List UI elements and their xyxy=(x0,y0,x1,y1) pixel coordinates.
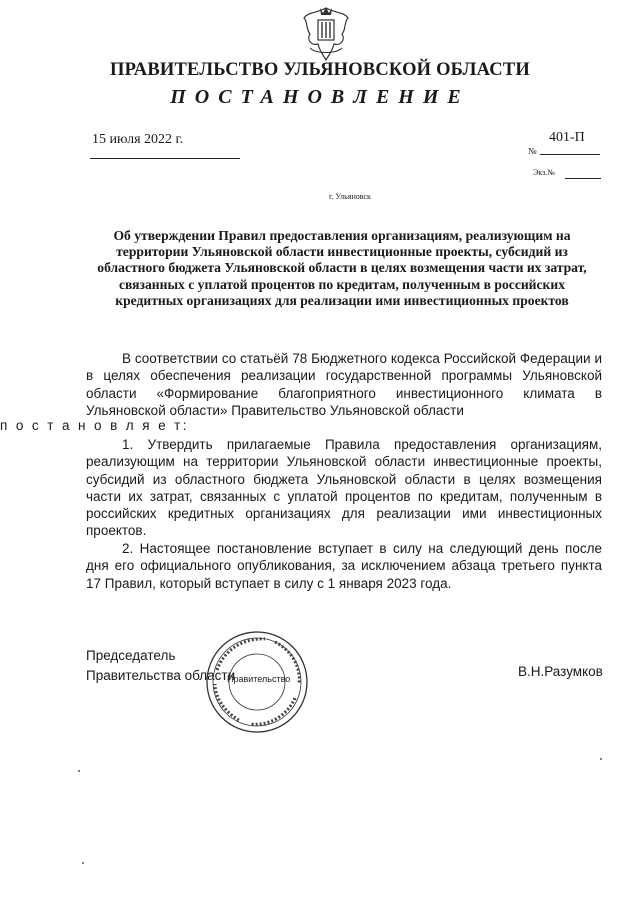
signatory-name: В.Н.Разумков xyxy=(518,664,603,679)
seal-text: Правительство xyxy=(227,674,291,684)
scan-speck xyxy=(600,758,602,760)
decree-word: п о с т а н о в л я е т: xyxy=(0,418,189,433)
intro-text: В соответствии со статьёй 78 Бюджетного кодекса Российской Федерации и в целях обеспечения реализации государственной программы Ульяновской области «Формирование благоприятного инвестиционного климата в Ульяновской области» Правительство Ульяновской области xyxy=(86,351,602,418)
document-heading: Об утверждении Правил предоставления организациям, реализующим на территории Ульяновской области инвестиционные проекты, субсидий из областного бюджета Ульяновской области в целях возмещения части их затрат, связанных с уплатой процентов по кредитам, полученным в российских кредитных организациях для реализации ими инвестиционных проектов xyxy=(97,228,587,308)
item-2-paragraph xyxy=(86,540,602,592)
document-number: 401-П xyxy=(549,130,585,145)
copy-number-underline xyxy=(565,178,601,179)
signatory-role-line-2: Правительства области xyxy=(86,668,236,683)
intro-paragraph xyxy=(86,350,602,419)
copy-number-label: Экз.№ xyxy=(533,168,555,177)
official-seal xyxy=(205,630,309,734)
document-type: ПОСТАНОВЛЕНИЕ xyxy=(170,86,470,108)
number-sign: № xyxy=(528,146,537,156)
scan-speck xyxy=(78,770,80,772)
item-1-text: 1. Утвердить прилагаемые Правила предоставления организациям, реализующим на территории Ульяновской области инвестиционные проекты, субсидий из областного бюджета Ульяновской области в целях возмещения части их затрат, связанных с уплатой процентов по кредитам, полученным в российских кредитных организациях для реализации ими инвестиционных проектов. xyxy=(86,437,602,539)
scan-speck xyxy=(82,862,84,864)
date-underline xyxy=(90,158,240,159)
signatory-role-line-1: Председатель xyxy=(86,648,176,663)
document-date: 15 июля 2022 г. xyxy=(92,132,184,147)
government-title: ПРАВИТЕЛЬСТВО УЛЬЯНОВСКОЙ ОБЛАСТИ xyxy=(110,60,530,80)
item-1-paragraph xyxy=(86,436,602,540)
number-underline xyxy=(540,154,600,155)
city-label: г. Ульяновск xyxy=(329,192,371,201)
coat-of-arms-icon xyxy=(296,4,356,64)
item-2-text: 2. Настоящее постановление вступает в силу на следующий день после дня его официального опубликования, за исключением абзаца третьего пункта 17 Правил, который вступает в силу с 1 января 2023 года. xyxy=(86,541,602,591)
